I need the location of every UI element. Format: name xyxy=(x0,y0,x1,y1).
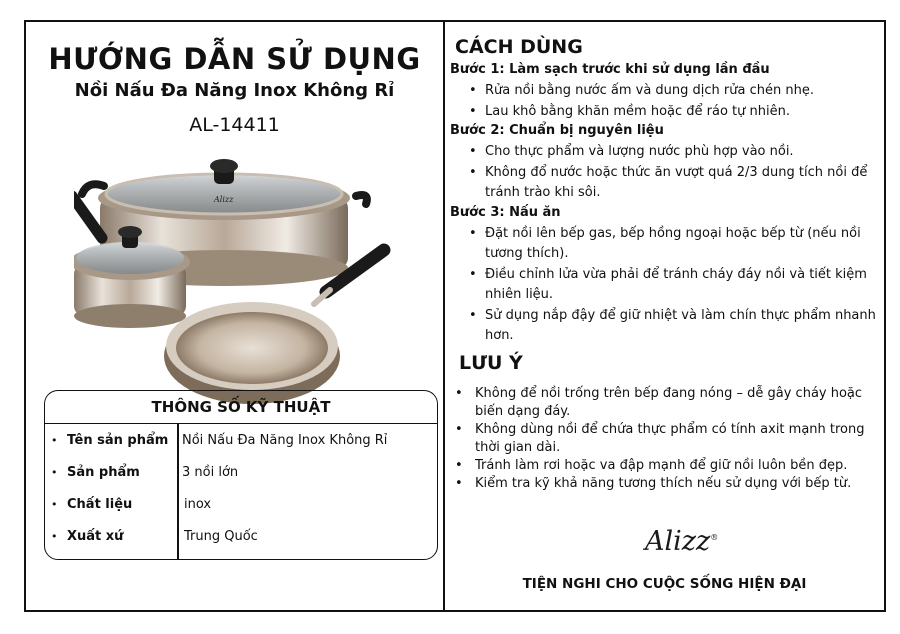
note-text: Không để nồi trống trên bếp đang nóng – dễ gây cháy hoặc biến dạng đáy. xyxy=(475,386,863,419)
note-item xyxy=(455,421,879,457)
spec-label: Chất liệu xyxy=(67,496,133,512)
registered-mark: ® xyxy=(710,533,719,542)
note-text: Tránh làm rơi hoặc va đập mạnh để giữ nồi luôn bền đẹp. xyxy=(475,458,848,473)
item-text: Rửa nồi bằng nước ấm và dung dịch rửa chén nhẹ. xyxy=(485,83,814,98)
spec-value: inox xyxy=(184,496,212,512)
item-text: Cho thực phẩm và lượng nước phù hợp vào nồi. xyxy=(485,144,794,159)
spec-value: Nồi Nấu Đa Năng Inox Không Rỉ xyxy=(182,432,388,448)
item-text: Điều chỉnh lửa vừa phải để tránh cháy đáy nồi và tiết kiệm nhiên liệu. xyxy=(485,267,867,302)
product-subtitle: Nồi Nấu Đa Năng Inox Không Rỉ xyxy=(74,80,395,101)
bullet: • xyxy=(469,144,477,159)
item-text: Không đổ nước hoặc thức ăn vượt quá 2/3 dung tích nồi để tránh trào khi sôi. xyxy=(485,165,868,200)
model-number: AL-14411 xyxy=(189,114,280,136)
note-item xyxy=(455,385,879,421)
list-item xyxy=(469,142,879,162)
item-text: Đặt nồi lên bếp gas, bếp hồng ngoại hoặc bếp từ (nếu nồi tương thích). xyxy=(485,226,861,261)
bullet: • xyxy=(469,83,477,98)
spec-label: Xuất xứ xyxy=(67,528,124,544)
left-column xyxy=(26,22,443,610)
note-item xyxy=(455,457,879,475)
brand-logo xyxy=(645,526,718,557)
bullet: • xyxy=(51,433,58,447)
spec-table xyxy=(44,390,438,560)
item-text: Lau khô bằng khăn mềm hoặc để ráo tự nhiên. xyxy=(485,104,790,119)
usage-heading: CÁCH DÙNG xyxy=(455,36,583,58)
bullet: • xyxy=(469,226,477,241)
bullet: • xyxy=(51,529,58,543)
bullet: • xyxy=(469,267,477,282)
bullet: • xyxy=(455,458,463,473)
list-item xyxy=(469,265,879,305)
right-column xyxy=(445,22,884,610)
spec-row-material xyxy=(45,488,437,520)
bullet: • xyxy=(469,165,477,180)
bullet: • xyxy=(455,422,463,437)
page-title: HƯỚNG DẪN SỬ DỤNG xyxy=(48,42,421,76)
note-item xyxy=(455,475,879,493)
spec-heading: THÔNG SỐ KỸ THUẬT xyxy=(45,391,437,424)
spec-row-product xyxy=(45,456,437,488)
spec-row-origin xyxy=(45,520,437,552)
spec-value: Trung Quốc xyxy=(184,528,258,544)
brand-logo-text: Alizz xyxy=(645,526,711,557)
item-text: Sử dụng nắp đậy để giữ nhiệt và làm chín thực phẩm nhanh hơn. xyxy=(485,308,876,343)
bullet: • xyxy=(469,308,477,323)
bullet: • xyxy=(455,386,463,401)
list-item xyxy=(469,163,879,203)
list-item xyxy=(469,224,879,264)
bullet: • xyxy=(51,497,58,511)
bullet: • xyxy=(455,476,463,491)
bullet: • xyxy=(51,465,58,479)
brand-slogan: TIỆN NGHI CHO CUỘC SỐNG HIỆN ĐẠI xyxy=(522,576,807,592)
spec-label: Tên sản phẩm xyxy=(67,432,169,448)
list-item xyxy=(469,81,879,101)
step-3-title: Bước 3: Nấu ăn xyxy=(450,205,561,220)
spec-value: 3 nồi lớn xyxy=(182,464,239,480)
bullet: • xyxy=(469,104,477,119)
spec-label: Sản phẩm xyxy=(67,464,140,480)
note-text: Kiểm tra kỹ khả năng tương thích nếu sử dụng với bếp từ. xyxy=(475,476,852,491)
pot-lid-logo: Alizz xyxy=(214,195,234,204)
list-item xyxy=(469,102,879,122)
list-item xyxy=(469,306,879,346)
note-text: Không dùng nồi để chứa thực phẩm có tính axit mạnh trong thời gian dài. xyxy=(475,422,865,455)
cookware-set-image xyxy=(74,146,394,408)
notes-heading: LƯU Ý xyxy=(459,352,523,374)
spec-row-name xyxy=(45,424,437,456)
step-2-title: Bước 2: Chuẩn bị nguyên liệu xyxy=(450,123,664,138)
step-1-title: Bước 1: Làm sạch trước khi sử dụng lần đầu xyxy=(450,62,770,77)
